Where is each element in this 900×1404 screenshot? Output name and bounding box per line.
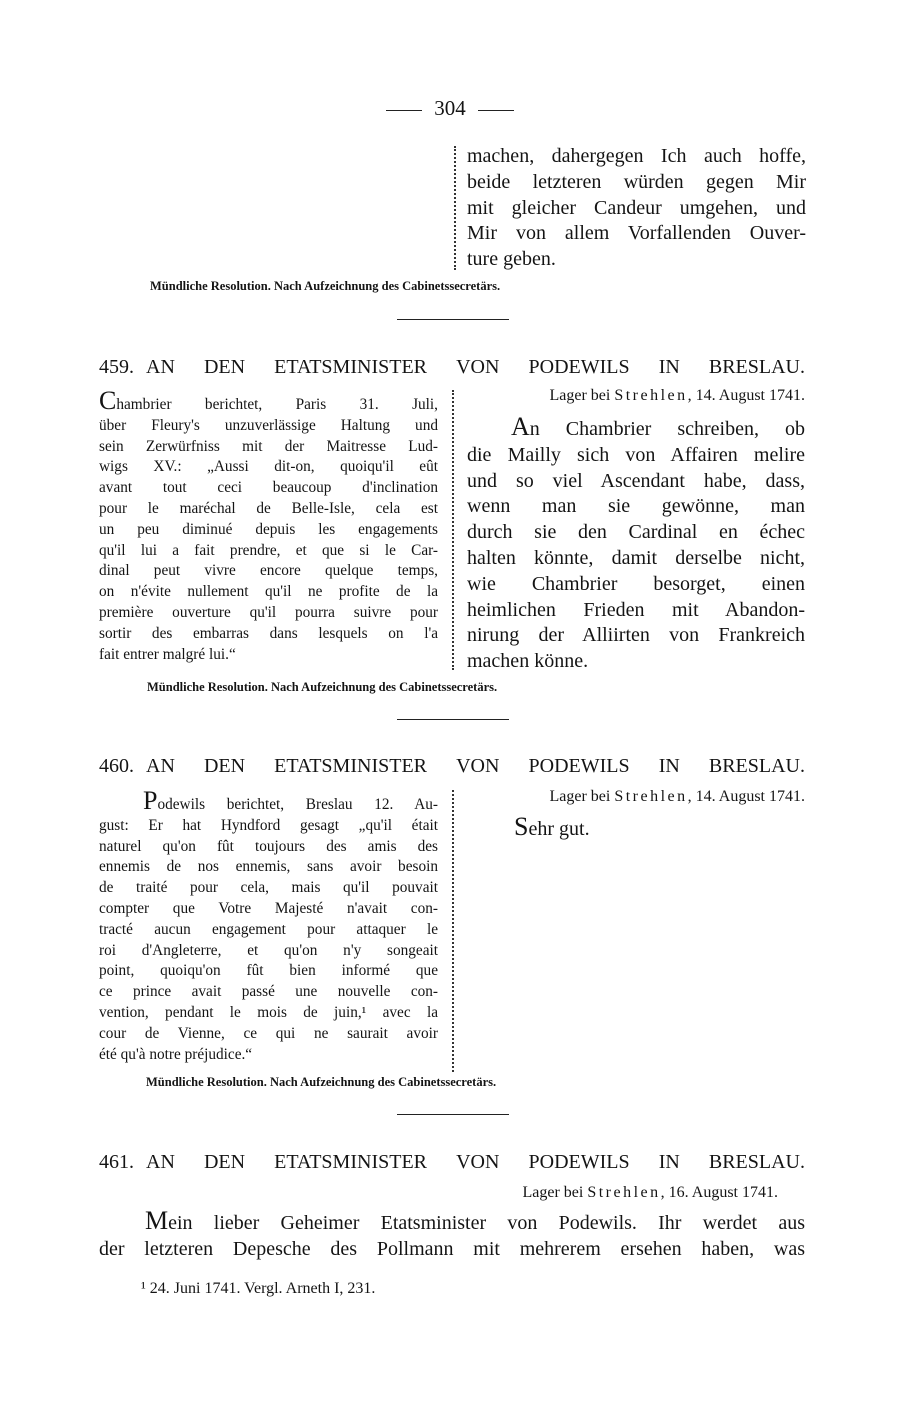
- text-line: Sehr gut.: [514, 812, 590, 841]
- text-line: nirung der Alliirten von Frankreich: [467, 624, 805, 647]
- section-separator: [397, 319, 509, 320]
- continuation-text: [467, 144, 806, 273]
- initial-letter: S: [514, 812, 529, 841]
- heading-word: ETATSMINISTER: [274, 1151, 427, 1173]
- header-dash-left: [386, 110, 422, 111]
- text-line: Podewils berichtet, Breslau 12. Au-: [143, 786, 438, 815]
- heading-word: VON: [456, 356, 500, 378]
- section-number: 461.: [99, 1151, 134, 1173]
- section-number: 460.: [99, 755, 134, 777]
- report-summary: [99, 788, 438, 1065]
- heading-word: PODEWILS: [528, 356, 630, 378]
- place-name: Strehlen: [614, 788, 688, 805]
- place-name: Strehlen: [587, 1184, 661, 1201]
- place-date: Lager bei Strehlen, 16. August 1741.: [522, 1184, 778, 1201]
- source-note: Mündliche Resolution. Nach Aufzeichnung des Cabinetssecretärs.: [150, 279, 501, 293]
- text-line: Chambrier berichtet, Paris 31. Juli,: [99, 386, 438, 415]
- text-line: die Mailly sich von Affairen melire: [467, 443, 805, 466]
- text-line: été qu'à notre préjudice.“: [99, 1045, 253, 1063]
- text-line: beide letzteren würden gegen Mir: [467, 170, 806, 193]
- section-separator: [397, 1114, 509, 1115]
- section-heading: [99, 755, 805, 778]
- text-line: Mein lieber Geheimer Etatsminister von Podewils. Ihr werdet aus: [145, 1206, 805, 1235]
- initial-letter: P: [143, 786, 158, 815]
- place-date: Lager bei Strehlen, 14. August 1741.: [549, 387, 805, 404]
- text-line: ennemis de nos ennemis, sans avoir besoin: [99, 858, 438, 876]
- resolution-text: [514, 814, 804, 843]
- source-note: Mündliche Resolution. Nach Aufzeichnung des Cabinetssecretärs.: [146, 1075, 497, 1089]
- heading-word: DEN: [203, 755, 246, 777]
- text-line: un peu diminué depuis les engagements: [99, 520, 438, 538]
- text-line: vention, pendant le mois de juin,¹ avec la: [99, 1003, 438, 1021]
- heading-word: AN: [146, 356, 175, 378]
- section-number: 459.: [99, 356, 134, 378]
- text-line: machen, dahergegen Ich auch hoffe,: [467, 145, 806, 167]
- heading-word: BRESLAU.: [708, 1151, 805, 1173]
- text-line: halten könnte, damit derselbe nicht,: [467, 546, 805, 569]
- letter-body: [99, 1208, 805, 1263]
- heading-word: PODEWILS: [528, 1151, 630, 1173]
- footnote: ¹ 24. Juni 1741. Vergl. Arneth I, 231.: [141, 1280, 376, 1297]
- text-line: on n'évite nullement qu'il ne profite de la: [99, 583, 438, 601]
- text-line: avant tout ceci beaucoup d'inclination: [99, 479, 438, 497]
- heading-word: DEN: [203, 356, 246, 378]
- text-line: naturel qu'on fût toujours des amis des: [99, 837, 438, 855]
- initial-letter: C: [99, 386, 117, 415]
- initial-letter: A: [511, 412, 530, 441]
- section-heading: [99, 1151, 805, 1174]
- text-line: wigs XV.: „Aussi dit-on, quoiqu'il eût: [99, 458, 438, 476]
- text-line: der letzteren Depesche des Pollmann mit mehrerem ersehen haben, was: [99, 1237, 805, 1260]
- text-line: première ouverture qu'il pourra suivre pour: [99, 603, 438, 621]
- text-line: qu'il lui a fait prendre, et que si le Car-: [99, 541, 438, 559]
- text-line: tracté aucun engagement pour attaquer le: [99, 920, 438, 938]
- heading-word: ETATSMINISTER: [274, 755, 427, 777]
- text-line: fait entrer malgré lui.“: [99, 645, 236, 663]
- text-line: machen könne.: [467, 650, 589, 673]
- section-title: [146, 755, 805, 778]
- place-name: Strehlen: [614, 387, 688, 404]
- text-line: An Chambrier schreiben, ob: [511, 412, 805, 441]
- heading-word: IN: [658, 1151, 680, 1173]
- heading-word: PODEWILS: [528, 755, 630, 777]
- text-line: ce prince avait passé une nouvelle con-: [99, 983, 438, 1001]
- section-title: [146, 356, 805, 379]
- text-line: sein Zerwürfniss mit der Maitresse Lud-: [99, 437, 438, 455]
- source-note: Mündliche Resolution. Nach Aufzeichnung des Cabinetssecretärs.: [147, 680, 498, 694]
- text-line: wenn man sie gewönne, man: [467, 495, 805, 518]
- column-divider: [452, 790, 454, 1072]
- heading-word: VON: [456, 1151, 500, 1173]
- section-heading: [99, 356, 805, 379]
- text-line: mit gleicher Candeur umgehen, und: [467, 196, 806, 219]
- text-line: dinal peut vivre encore quelque temps,: [99, 562, 438, 580]
- page-number: 304: [434, 96, 466, 120]
- column-divider: [452, 390, 454, 670]
- text-line: compter que Votre Majesté n'avait con-: [99, 899, 438, 917]
- text-line: pour le maréchal de Belle-Isle, cela est: [99, 499, 438, 517]
- text-line: cour de Vienne, ce qui ne saurait avoir: [99, 1024, 438, 1042]
- heading-word: IN: [658, 755, 680, 777]
- section-separator: [397, 719, 509, 720]
- column-divider: [454, 146, 456, 270]
- initial-letter: M: [145, 1206, 169, 1235]
- report-summary: [99, 388, 438, 665]
- text-line: Mir von allem Vorfallenden Ouver-: [467, 222, 806, 245]
- text-line: gust: Er hat Hyndford gesagt „qu'il était: [99, 816, 438, 834]
- heading-word: AN: [146, 755, 175, 777]
- resolution-text: [467, 414, 805, 675]
- heading-word: AN: [146, 1151, 175, 1173]
- text-line: roi d'Angleterre, et qu'on n'y songeait: [99, 941, 438, 959]
- text-line: über Fleury's unzuverlässige Haltung und: [99, 416, 438, 434]
- heading-word: ETATSMINISTER: [274, 356, 427, 378]
- section-title: [146, 1151, 805, 1174]
- heading-word: BRESLAU.: [708, 755, 805, 777]
- header-dash-right: [478, 110, 514, 111]
- text-line: point, quoiqu'on fût bien informé que: [99, 962, 438, 980]
- text-line: sortir des embarras dans lesquels on l'a: [99, 624, 438, 642]
- place-date: Lager bei Strehlen, 14. August 1741.: [549, 788, 805, 805]
- page-header: [0, 96, 900, 121]
- heading-word: VON: [456, 755, 500, 777]
- text-line: und so viel Ascendant habe, dass,: [467, 469, 805, 492]
- heading-word: DEN: [203, 1151, 246, 1173]
- text-line: wie Chambrier besorget, einen: [467, 572, 805, 595]
- heading-word: IN: [658, 356, 680, 378]
- text-line: heimlichen Frieden mit Abandon-: [467, 598, 805, 621]
- text-line: ture geben.: [467, 248, 556, 271]
- text-line: durch sie den Cardinal en échec: [467, 521, 805, 544]
- heading-word: BRESLAU.: [708, 356, 805, 378]
- text-line: de traité pour cela, mais qu'il pouvait: [99, 879, 438, 897]
